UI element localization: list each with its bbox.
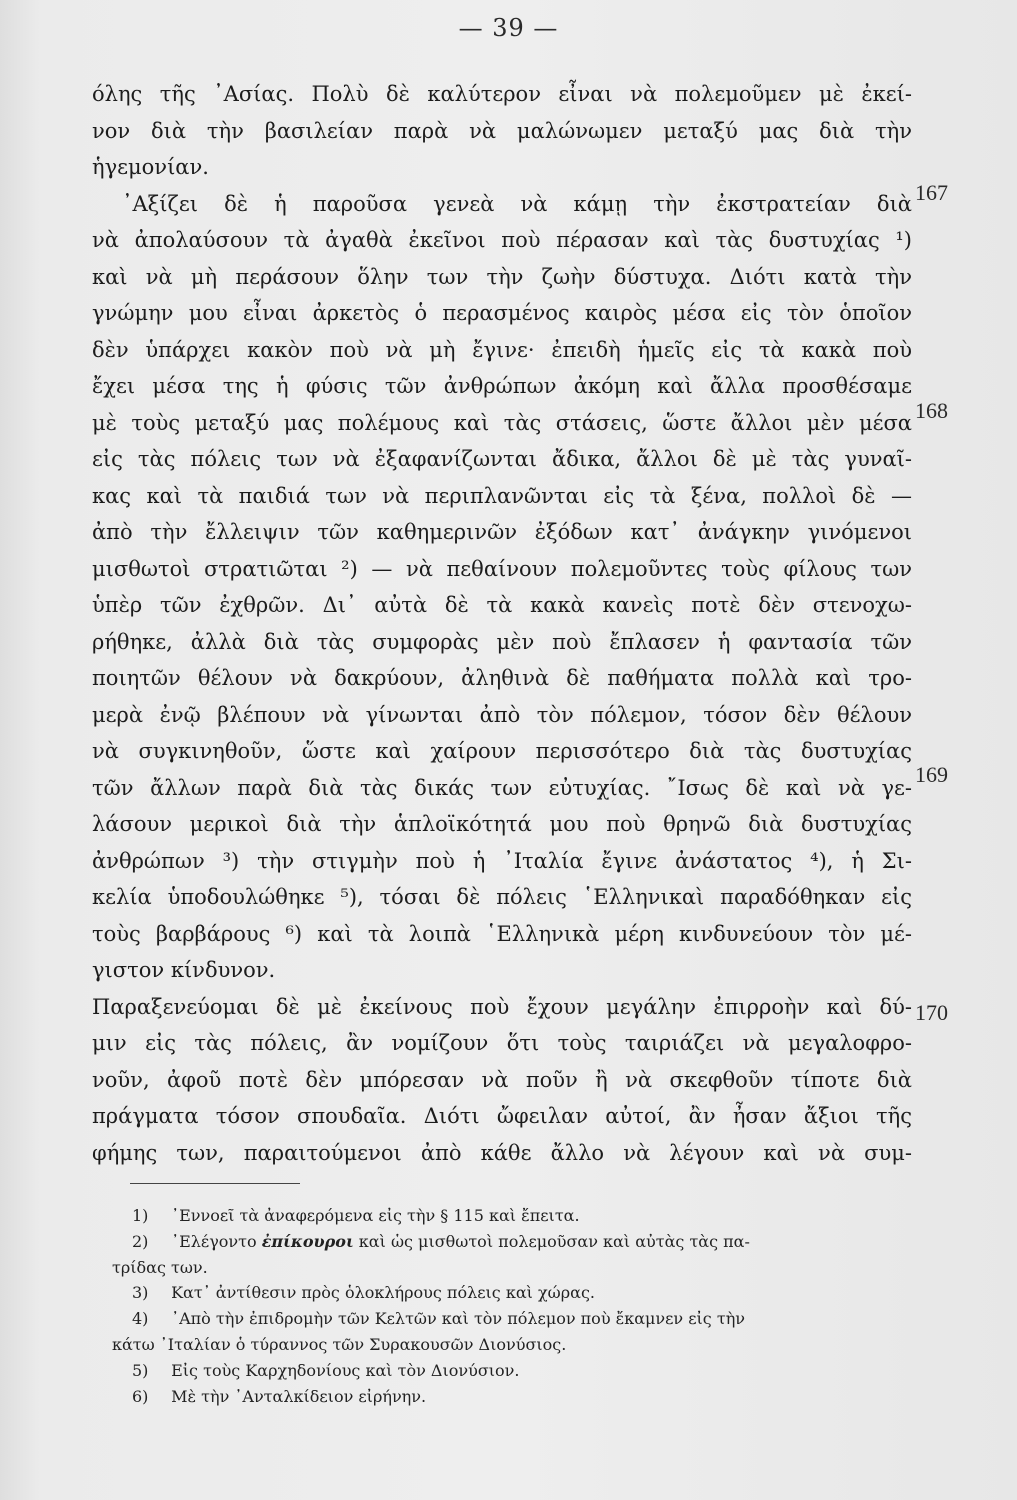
footnote-continuation [112,1255,892,1281]
text-line: ἀνθρώπων ³) τὴν στιγμὴν ποὺ ἡ ᾿Ιταλία ἔγινε ἀνάστατος ⁴), ἡ Σι- [92,848,912,873]
footnote [132,1280,892,1306]
text-line: κας καὶ τὰ παιδιά των νὰ περιπλανῶνται εἰς τὰ ξένα, πολλοὶ δὲ — [92,483,912,508]
margin-section-number: 170 [915,1000,948,1025]
footnote [132,1306,892,1332]
text-line: μερὰ ἐνῷ βλέπουν νὰ γίνωνται ἀπὸ τὸν πόλεμον, τόσον δὲν θέλουν [92,702,912,727]
text-line: νὰ ἀπολαύσουν τὰ ἀγαθὰ ἐκεῖνοι ποὺ πέρασαν καὶ τὰς δυστυχίας ¹) [92,228,912,252]
text-line: γνώμην μου εἶναι ἀρκετὸς ὁ περασμένος καιρὸς μέσα εἰς τὸν ὁποῖον [92,301,912,325]
text-line: μὲ τοὺς μεταξύ μας πολέμους καὶ τὰς στάσεις, ὥστε ἄλλοι μὲν μέσα [92,410,912,435]
footnote-text: ᾿Απὸ τὴν ἐπιδρομὴν τῶν Κελτῶν καὶ τὸν πόλεμον ποὺ ἔκαμνεν εἰς τὴν [171,1309,746,1329]
footnote [132,1384,892,1410]
footnote-text: καὶ ὡς μισθωτοὶ πολεμοῦσαν καὶ αὐτὰς τὰς πα- [358,1231,750,1251]
text-line: ἔχει μέσα της ἡ φύσις τῶν ἀνθρώπων ἀκόμη καὶ ἄλλα προσθέσαμε [92,374,912,398]
footnote-separator [130,1183,300,1184]
footnote-text: Μὲ τὴν ᾿Ανταλκίδειον εἰρήνην. [171,1386,427,1406]
text-line: όλης τῆς ᾿Ασίας. Πολὺ δὲ καλύτερον εἶναι νὰ πολεμοῦμεν μὲ ἐκεί- [92,82,912,106]
text-line: καὶ νὰ μὴ περάσουν ὅλην των τὴν ζωὴν δύστυχα. Διότι κατὰ τὴν [92,264,912,289]
text-line: ἀπὸ τὴν ἔλλειψιν τῶν καθημερινῶν ἐξόδων κατ᾿ ἀνάγκην γινόμενοι [92,520,912,544]
text-line: δὲν ὑπάρχει κακὸν ποὺ νὰ μὴ ἔγινε· ἐπειδὴ ἡμεῖς εἰς τὰ κακὰ ποὺ [92,337,912,362]
text-line: τῶν ἄλλων παρὰ διὰ τὰς δικάς των εὐτυχίας. ῎Ισως δὲ καὶ νὰ γε- [92,775,912,800]
main-text [92,76,912,1171]
footnote-text: τρίδας των. [112,1257,208,1277]
text-line: λάσουν μερικοὶ διὰ τὴν ἁπλοϊκότητά μου ποὺ θρηνῶ διὰ δυστυχίας [92,812,912,836]
footnote-label: 1) [132,1206,149,1225]
margin-section-number: 169 [915,762,948,787]
footnote-text: κάτω ᾿Ιταλίαν ὁ τύραννος τῶν Συρακουσῶν Διονύσιος. [112,1334,567,1354]
text-line: νοῦν, ἀφοῦ ποτὲ δὲν μπόρεσαν νὰ ποῦν ἢ νὰ σκεφθοῦν τίποτε διὰ [92,1067,912,1092]
text-line: ὑπὲρ τῶν ἐχθρῶν. Δι᾿ αὐτὰ δὲ τὰ κακὰ κανεὶς ποτὲ δὲν στενοχω- [92,593,912,617]
margin-section-number: 168 [915,398,948,423]
footnotes [112,1203,892,1409]
footnote-text: ᾿Εννοεῖ τὰ ἀναφερόμενα εἰς τὴν § 115 καὶ ἔπειτα. [171,1206,580,1225]
text-line: ᾿Αξίζει δὲ ἡ παροῦσα γενεὰ νὰ κάμῃ τὴν ἐκστρατείαν διὰ [122,191,912,216]
text-line: κελία ὑποδουλώθηκε ⁵), τόσαι δὲ πόλεις ῾Ελληνικαὶ παραδόθηκαν εἰς [92,885,912,909]
footnote-label: 6) [132,1386,149,1406]
footnote-text: Κατ᾿ ἀντίθεσιν πρὸς ὁλοκλήρους πόλεις καὶ χώρας. [171,1283,595,1303]
text-line: πράγματα τόσον σπουδαῖα. Διότι ὤφειλαν αὐτοί, ἂν ἦσαν ἄξιοι τῆς [92,1104,912,1128]
text-line: γιστον κίνδυνον. [92,958,276,982]
text-line: νὰ συγκινηθοῦν, ὥστε καὶ χαίρουν περισσότερο διὰ τὰς δυστυχίας [92,739,912,763]
text-line: ἡγεμονίαν. [92,155,209,179]
text-line: φήμης των, παραιτούμενοι ἀπὸ κάθε ἄλλο νὰ λέγουν καὶ νὰ συμ- [92,1140,912,1165]
text-line: μισθωτοὶ στρατιῶται ²) — νὰ πεθαίνουν πολεμοῦντες τοὺς φίλους των [92,556,912,581]
footnote-label: 3) [132,1283,149,1303]
margin-section-number: 167 [915,180,948,205]
text-line: ρήθηκε, ἀλλὰ διὰ τὰς συμφορὰς μὲν ποὺ ἔπλασεν ἡ φαντασία τῶν [92,629,912,654]
footnote-text: Εἰς τοὺς Καρχηδονίους καὶ τὸν Διονύσιον. [171,1360,520,1380]
page-number: — 39 — [458,14,559,42]
text-line: Παραξενεύομαι δὲ μὲ ἐκείνους ποὺ ἔχουν μεγάλην ἐπιρροὴν καὶ δύ- [92,994,912,1019]
footnote-text: ᾿Ελέγοντο [171,1231,257,1251]
footnote [132,1358,892,1384]
footnote-continuation [112,1332,892,1358]
footnote-label: 5) [132,1360,149,1380]
text-line: τοὺς βαρβάρους ⁶) καὶ τὰ λοιπὰ ῾Ελληνικὰ μέρη κινδυνεύουν τὸν μέ- [92,921,912,946]
text-line: ποιητῶν θέλουν νὰ δακρύουν, ἀληθινὰ δὲ παθήματα πολλὰ καὶ τρο- [92,666,912,690]
text-line: μιν εἰς τὰς πόλεις, ἂν νομίζουν ὅτι τοὺς ταιριάζει νὰ μεγαλοφρο- [92,1031,912,1055]
text-line: νον διὰ τὴν βασιλείαν παρὰ νὰ μαλώνωμεν μεταξύ μας διὰ τὴν [92,118,912,143]
footnote [132,1229,892,1255]
footnote-label: 4) [132,1309,149,1329]
footnote-label: 2) [132,1231,149,1251]
footnote-emphasis: ἐπίκουροι [261,1231,354,1251]
footnote [132,1203,892,1229]
text-line: εἰς τὰς πόλεις των νὰ ἐξαφανίζωνται ἄδικα, ἄλλοι δὲ μὲ τὰς γυναῖ- [92,447,912,471]
